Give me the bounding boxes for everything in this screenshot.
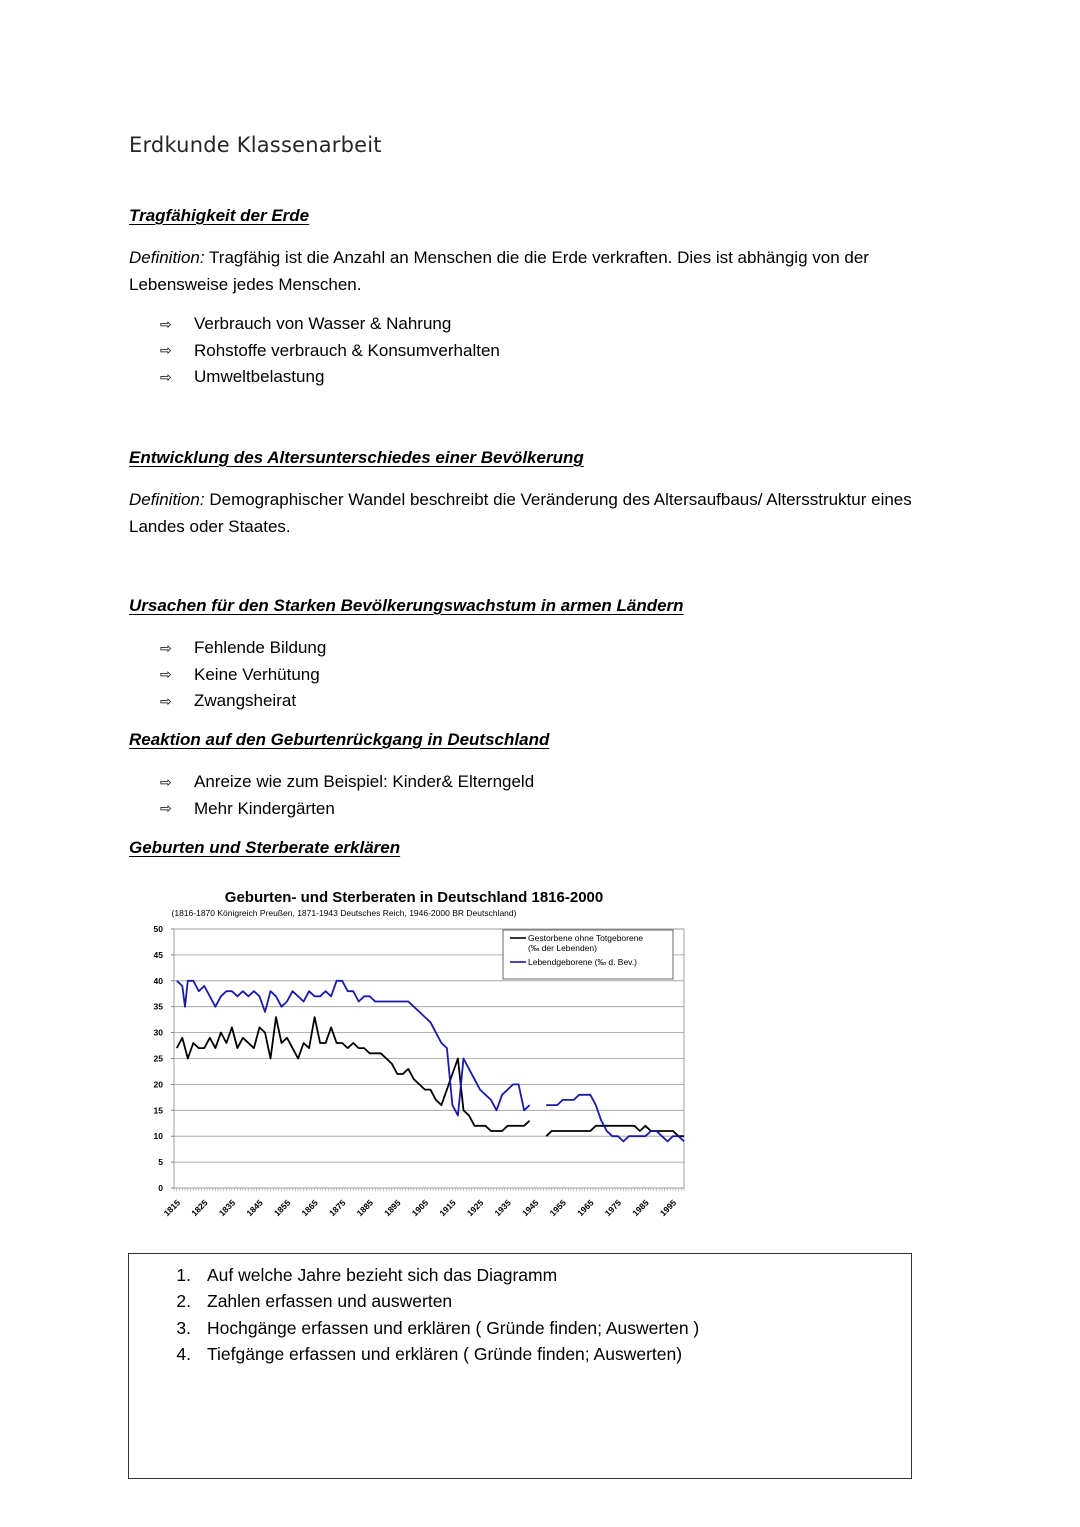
document-title: Erdkunde Klassenarbeit [129,133,382,157]
section-heading-altersunterschied: Entwicklung des Altersunterschiedes einer Bevölkerung [129,448,584,467]
series-line-deaths [177,1017,530,1131]
arrow-right-icon: ⇨ [160,800,172,817]
list-item-text: Rohstoffe verbrauch & Konsumverhalten [194,340,500,360]
x-tick-label: 1975 [602,1197,624,1219]
x-tick-label: 1875 [327,1197,348,1219]
series-line-deaths [546,1126,684,1136]
x-tick-label: 1945 [520,1197,541,1219]
list-item [160,769,534,796]
task-number: 4. [176,1344,191,1365]
task-text: Auf welche Jahre bezieht sich das Diagramm [207,1264,558,1285]
x-tick-label: 1915 [437,1197,458,1219]
legend-label-deaths-unit: (‰ der Lebenden) [528,943,597,953]
section-heading-geburten: Geburten und Sterberate erklären [129,838,401,857]
task-text: Zahlen erfassen und auswerten [207,1291,453,1312]
x-tick-label: 1815 [161,1197,183,1219]
task-number: 2. [176,1291,191,1312]
birth-death-rate-chart [129,880,699,1235]
arrow-right-icon: ⇨ [160,773,172,790]
list-item-text: Zwangsheirat [194,691,297,711]
list-item-text: Umweltbelastung [194,367,325,387]
task-number: 1. [176,1264,191,1285]
y-tick-label: 50 [153,924,163,934]
list-item [160,688,326,715]
x-tick-label: 1885 [354,1197,376,1219]
series-line-births [546,1095,684,1142]
list-ursachen [160,635,326,715]
x-tick-label: 1935 [492,1197,513,1219]
task-text: Tiefgänge erfassen und erklären ( Gründe finden; Auswerten) [207,1344,683,1365]
x-tick-label: 1955 [547,1197,569,1219]
list-item-text: Verbrauch von Wasser & Nahrung [194,314,452,334]
list-item [160,662,326,689]
task-text: Hochgänge erfassen und erklären ( Gründe finden; Auswerten ) [207,1317,700,1338]
task-item [129,1262,699,1289]
y-tick-label: 40 [153,975,163,986]
x-tick-label: 1925 [464,1197,486,1219]
x-tick-label: 1985 [630,1197,651,1219]
y-tick-label: 10 [153,1131,163,1142]
task-item [129,1342,699,1369]
arrow-right-icon: ⇨ [160,639,172,656]
list-item [160,364,500,391]
definition-tragfaehigkeit [129,244,949,298]
chart-title: Geburten- und Sterberaten in Deutschland 1816-2000 [224,889,604,906]
arrow-right-icon: ⇨ [160,666,172,683]
task-number: 3. [176,1317,191,1338]
list-item-text: Keine Verhütung [194,664,320,684]
y-tick-label: 20 [153,1079,163,1090]
task-box [128,1253,912,1479]
task-list [129,1262,699,1368]
x-tick-label: 1845 [244,1197,265,1219]
y-tick-label: 0 [158,1183,163,1193]
arrow-right-icon: ⇨ [160,692,172,709]
arrow-right-icon: ⇨ [160,368,172,385]
y-tick-label: 30 [153,1027,163,1038]
y-tick-label: 25 [153,1053,163,1064]
series-line-births [177,981,530,1116]
list-item-text: Mehr Kindergärten [194,798,335,818]
definition-text: Demographischer Wandel beschreibt die Veränderung des Altersaufbaus/ Altersstruktur eines Landes oder Staates. [129,490,912,536]
list-tragfaehigkeit [160,311,500,391]
x-tick-label: 1825 [189,1197,210,1219]
list-reaktion [160,769,534,822]
chart-legend [503,930,673,979]
x-tick-label: 1895 [382,1197,403,1219]
list-item [160,311,500,338]
y-tick-label: 15 [153,1105,163,1116]
list-item [160,635,326,662]
definition-label: Definition: [129,490,205,509]
definition-demographie [129,486,949,540]
section-heading-reaktion: Reaktion auf den Geburtenrückgang in Deutschland [129,730,550,749]
list-item [160,338,500,365]
section-heading-tragfaehigkeit: Tragfähigkeit der Erde [129,206,310,225]
task-item [129,1289,699,1316]
section-heading-ursachen: Ursachen für den Starken Bevölkerungswachstum in armen Ländern [129,596,684,615]
definition-text: Tragfähig ist die Anzahl an Menschen die die Erde verkraften. Dies ist abhängig von der Lebensweise jedes Menschen. [129,248,869,294]
arrow-right-icon: ⇨ [160,342,172,359]
task-item [129,1315,699,1342]
x-tick-label: 1995 [657,1197,679,1219]
chart-subtitle: (1816-1870 Königreich Preußen, 1871-1943 Deutsches Reich, 1946-2000 BR Deutschland) [171,908,517,918]
definition-label: Definition: [129,248,205,267]
y-tick-label: 35 [153,1001,163,1012]
series-deaths [177,1017,684,1136]
y-tick-label: 5 [158,1157,163,1168]
arrow-right-icon: ⇨ [160,315,172,332]
legend-label-deaths: Gestorbene ohne Totgeborene [528,933,644,943]
x-tick-label: 1905 [409,1197,431,1219]
x-tick-label: 1855 [271,1197,293,1219]
series-births [177,981,684,1142]
y-tick-label: 45 [153,949,163,960]
list-item [160,796,534,823]
x-tick-label: 1965 [575,1197,596,1219]
legend-label-births: Lebendgeborene (‰ d. Bev.) [528,957,637,967]
list-item-text: Fehlende Bildung [194,638,327,658]
x-tick-label: 1865 [299,1197,320,1219]
chart-series [177,981,684,1142]
x-tick-label: 1835 [216,1197,238,1219]
list-item-text: Anreize wie zum Beispiel: Kinder& Elterngeld [194,772,535,792]
